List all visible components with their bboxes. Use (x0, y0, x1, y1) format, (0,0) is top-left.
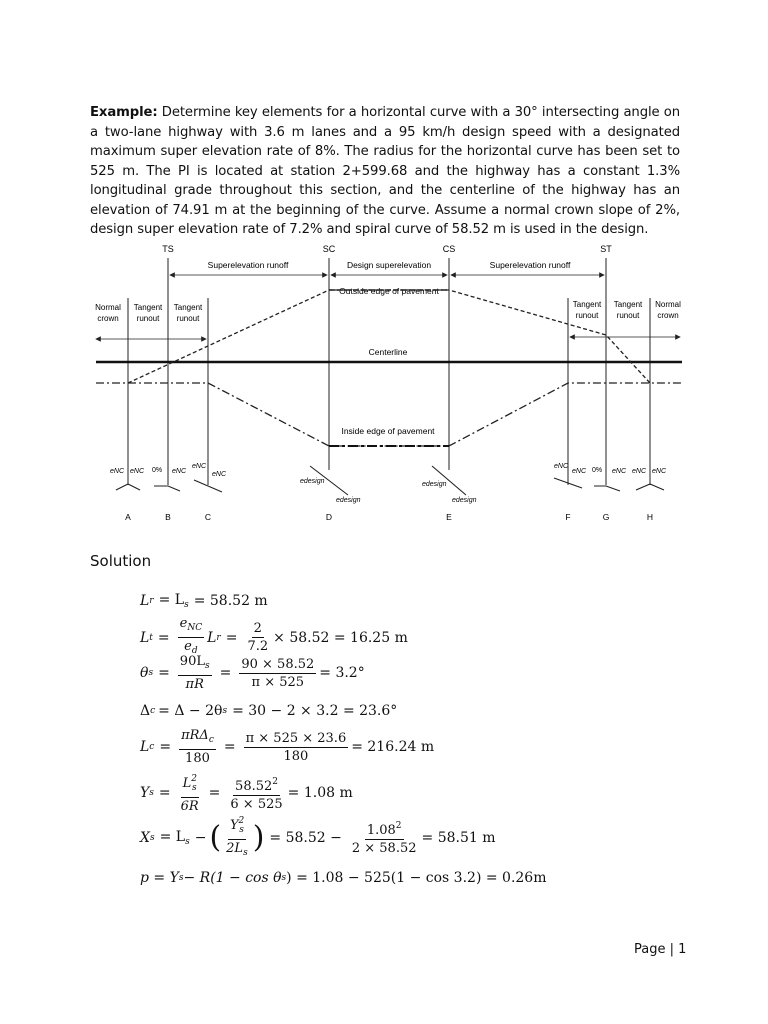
eq-ys-lhs-sub: s (149, 788, 154, 798)
eq-lc-f1-num-sub: c (208, 735, 214, 745)
eq-theta-f1-num: 90L (179, 654, 205, 669)
eq-ys-f2-num: 58.52 (235, 778, 273, 794)
eq-lt-f1-den-sub: d (191, 646, 198, 656)
eq-xs-frac2 (350, 819, 419, 856)
eq-lr-mid-sub: s (184, 600, 189, 610)
eq-delta-lhs-sub: c (150, 706, 156, 716)
example-label: Example: (90, 105, 158, 121)
point-d: D (325, 512, 333, 522)
enc-label-h1: eNC (632, 468, 647, 475)
station-cs-label: CS (442, 244, 456, 254)
eq-lc-frac1 (179, 728, 216, 766)
eq-xs-f1-num-sub: s (239, 825, 244, 835)
eq-ys-f2-num-sup: 2 (272, 776, 278, 787)
point-a: A (125, 512, 131, 522)
eq-lt-f2-den: 7.2 (247, 639, 269, 654)
inside-edge-label: Inside edge of pavement (341, 426, 435, 436)
left-segment-labels (95, 303, 203, 323)
eq-theta-f1-den: πR (185, 677, 204, 692)
eq-lt-frac1 (178, 616, 204, 659)
edesign-label-e2: edesign (452, 497, 477, 504)
point-f: F (565, 512, 571, 522)
tangent-runout-left-a1: Tangent (133, 303, 163, 312)
tangent-runout-left-b1: Tangent (173, 303, 203, 312)
eq-lt-f1-den: e (184, 639, 192, 654)
eq-xs-lhs: X (140, 829, 150, 846)
normal-crown-left-2: crown (97, 314, 119, 323)
eq-p-lhs-sub: s (178, 873, 184, 883)
eq-lt-mid-sub: r (216, 632, 221, 643)
eq-xs-frac1 (224, 814, 250, 861)
eq-ys-f1-num-sup: 2 (191, 774, 198, 784)
outside-edge-label: Outside edge of pavement (339, 286, 439, 296)
eq-lc-f1-den: 180 (185, 751, 210, 766)
eq-xs-f2-num-sup: 2 (395, 821, 402, 831)
centerline-label: Centerline (368, 347, 408, 357)
superelevation-diagram (88, 240, 688, 530)
eq-lc-frac2 (244, 731, 349, 764)
eq-ys-lhs: Y (140, 785, 150, 801)
point-c: C (204, 512, 212, 522)
eq-lc-f2-den: 180 (283, 748, 309, 764)
eq-xs-eq2: = 58.52 − (269, 829, 342, 846)
normal-crown-right-2: crown (657, 311, 679, 320)
eq-lt-frac2 (245, 621, 270, 654)
normal-crown-right-1: Normal (655, 300, 681, 309)
eq-p-rhs: ) = 1.08 − 525(1 − cos 3.2) = 0.26m (286, 870, 547, 886)
eq-theta-lhs: θ (140, 665, 149, 681)
station-st-label: ST (600, 244, 612, 254)
eq-ys-rhs: = 1.08 m (287, 785, 353, 801)
right-segment-labels (573, 300, 681, 320)
outside-edge-profile (128, 290, 650, 383)
enc-label-a2: eNC (130, 468, 145, 475)
eq-xs-mid-text: = L (159, 828, 186, 845)
eq-lc-f1-num: πRΔ (181, 728, 209, 743)
eq-lr-mid-text: = L (158, 592, 185, 608)
cross-section-labels (110, 463, 667, 504)
eq-theta-rhs: = 3.2° (319, 665, 365, 681)
eq-delta-rhs: = 30 − 2 × 3.2 = 23.6° (232, 703, 398, 719)
eq-ys-f1-den: 6R (180, 799, 199, 814)
runoff-right-label: Superelevation runoff (489, 260, 571, 270)
eq-lr-rhs: = 58.52 m (193, 593, 268, 609)
eq-theta-f2-den: π × 525 (251, 674, 305, 690)
tangent-runout-right-a2: runout (575, 311, 599, 320)
eq-delta-rest: = Δ − 2θ (158, 703, 223, 719)
point-letters (125, 512, 653, 522)
point-h: H (646, 512, 654, 522)
eq-lt-lhs: L (140, 629, 150, 646)
eq-lt-lhs-sub: t (149, 632, 153, 643)
eq-ys-frac2 (228, 775, 284, 812)
edesign-label-d2: edesign (336, 497, 361, 504)
equation-delta (140, 703, 397, 719)
eq-lt-mid: L (207, 629, 217, 646)
tangent-runout-right-a1: Tangent (572, 300, 602, 309)
eq-xs-lhs-sub: s (149, 832, 155, 843)
enc-label-f1: eNC (554, 463, 569, 470)
eq-xs-f2-den: 2 × 58.52 (351, 841, 417, 856)
eq-ys-f1-num: L (182, 776, 192, 791)
eq-delta-rest-sub: s (222, 706, 228, 716)
eq-xs-f1-num-sup: 2 (238, 816, 245, 826)
solution-heading: Solution (90, 552, 152, 570)
enc-label-a: eNC (110, 468, 125, 475)
station-sc-label: SC (322, 244, 336, 254)
equation-xs: X s = $L_s$ − ( $\frac{Y^2_s}{2L_s}$ ) = 58.52 − $\frac{1.08^2}{2 \times 58.52}$ = 58.51 m (140, 814, 496, 861)
eq-ys-f1-num-sub: s (192, 783, 197, 793)
tangent-runout-right-b2: runout (616, 311, 640, 320)
tangent-runout-right-b1: Tangent (613, 300, 643, 309)
eq-lr-lhs-sub: r (149, 596, 154, 606)
eq-p-rest-sub: s (281, 873, 287, 883)
eq-lt-f1-num: e (179, 616, 188, 631)
equation-lr (140, 592, 268, 610)
eq-lt-rhs: × 58.52 = 16.25 m (273, 629, 408, 646)
eq-lr-lhs: L (140, 593, 150, 609)
eq-lt-f1-num-sub: NC (187, 623, 203, 633)
zero-label-g: 0% (592, 467, 603, 474)
design-super-label: Design superelevation (346, 260, 432, 270)
equation-lt: L t = $\frac{e_{NC}}{e_d}$ L r = $\frac{2}{7.2}$ × 58.52 = 16.25 m (140, 616, 408, 659)
eq-ys-f2-den: 6 × 525 (230, 796, 283, 812)
eq-lr-mid (159, 592, 189, 610)
eq-p-rest: − R(1 − cos θ (183, 870, 282, 886)
point-b: B (165, 512, 171, 522)
equation-p (140, 870, 546, 886)
eq-xs-minus: − (194, 829, 207, 846)
eq-theta-lhs-sub: s (148, 668, 154, 678)
segment-arrows (96, 337, 680, 339)
page-number: Page | 1 (634, 942, 687, 957)
point-e: E (446, 512, 452, 522)
edesign-label-e1: edesign (422, 481, 447, 488)
eq-delta-lhs: Δ (140, 703, 151, 719)
eq-lt-f2-num: 2 (253, 621, 262, 636)
zero-label-b: 0% (152, 467, 163, 474)
eq-lc-f2-num: π × 525 × 23.6 (245, 730, 347, 746)
enc-label-c2: eNC (212, 471, 227, 478)
runoff-left-label: Superelevation runoff (207, 260, 289, 270)
eq-xs-mid-sub: s (185, 836, 190, 847)
enc-label-h2: eNC (652, 468, 667, 475)
enc-label-b: eNC (172, 468, 187, 475)
edesign-label-d1: edesign (300, 478, 325, 485)
eq-xs-mid (160, 829, 190, 847)
eq-ys-frac1 (179, 772, 201, 814)
enc-label-c1: eNC (192, 463, 207, 470)
eq-theta-frac2 (239, 657, 316, 690)
point-g: G (602, 512, 610, 522)
eq-lc-rhs: = 216.24 m (351, 739, 435, 755)
station-ts-label: TS (162, 244, 174, 254)
eq-xs-f1-den: 2L (226, 841, 244, 856)
eq-theta-f1-num-sub: s (204, 661, 210, 671)
eq-lc-lhs-sub: c (149, 742, 155, 752)
eq-xs-f1-num: Y (229, 818, 239, 833)
example-text: Determine key elements for a horizontal curve with a 30° intersecting angle on a two-lane highway with 3.6 m lanes and a 95 km/h design speed with a designated maximum super elevation rate of 8%. The radius for the horizontal curve has been set to 525 m. The PI is located at station 2+599.68 and the highway has a constant 1.3% longitudinal grade throughout this section, and the centerline of the highway has an elevation of 74.91 m at the beginning of the curve. Assume a normal crown slope of 2%, design super elevation rate of 7.2% and spiral curve of 58.52 m is used in the design. (90, 105, 681, 238)
eq-theta-frac1 (178, 654, 212, 692)
eq-p-lhs: p = Y (140, 870, 179, 886)
enc-label-f2: eNC (572, 468, 587, 475)
example-paragraph (90, 103, 680, 240)
eq-lc-lhs: L (140, 739, 150, 755)
equation-lc: L c = $\frac{\pi R\Delta_c}{180}$ = $\frac{\pi \times 525 \times 23.6}{180}$ = 216.24 m (140, 728, 435, 766)
tangent-runout-left-a2: runout (136, 314, 160, 323)
equation-theta: θ s = $\frac{90L_s}{\pi R}$ = $\frac{90 \times 58.52}{\pi \times 525}$ = 3.2° (140, 654, 365, 692)
eq-xs-f2-num: 1.08 (366, 823, 396, 838)
eq-theta-f2-num: 90 × 58.52 (241, 656, 315, 672)
tangent-runout-left-b2: runout (176, 314, 200, 323)
normal-crown-left-1: Normal (95, 303, 121, 312)
eq-xs-f1-den-sub: s (243, 848, 248, 858)
eq-xs-rhs: = 58.51 m (421, 829, 496, 846)
enc-label-g: eNC (612, 468, 627, 475)
equation-ys: Y s = $\frac{L^2_s}{6R}$ = $\frac{58.52^2}{6 \times 525}$ = 1.08 m (140, 774, 353, 814)
